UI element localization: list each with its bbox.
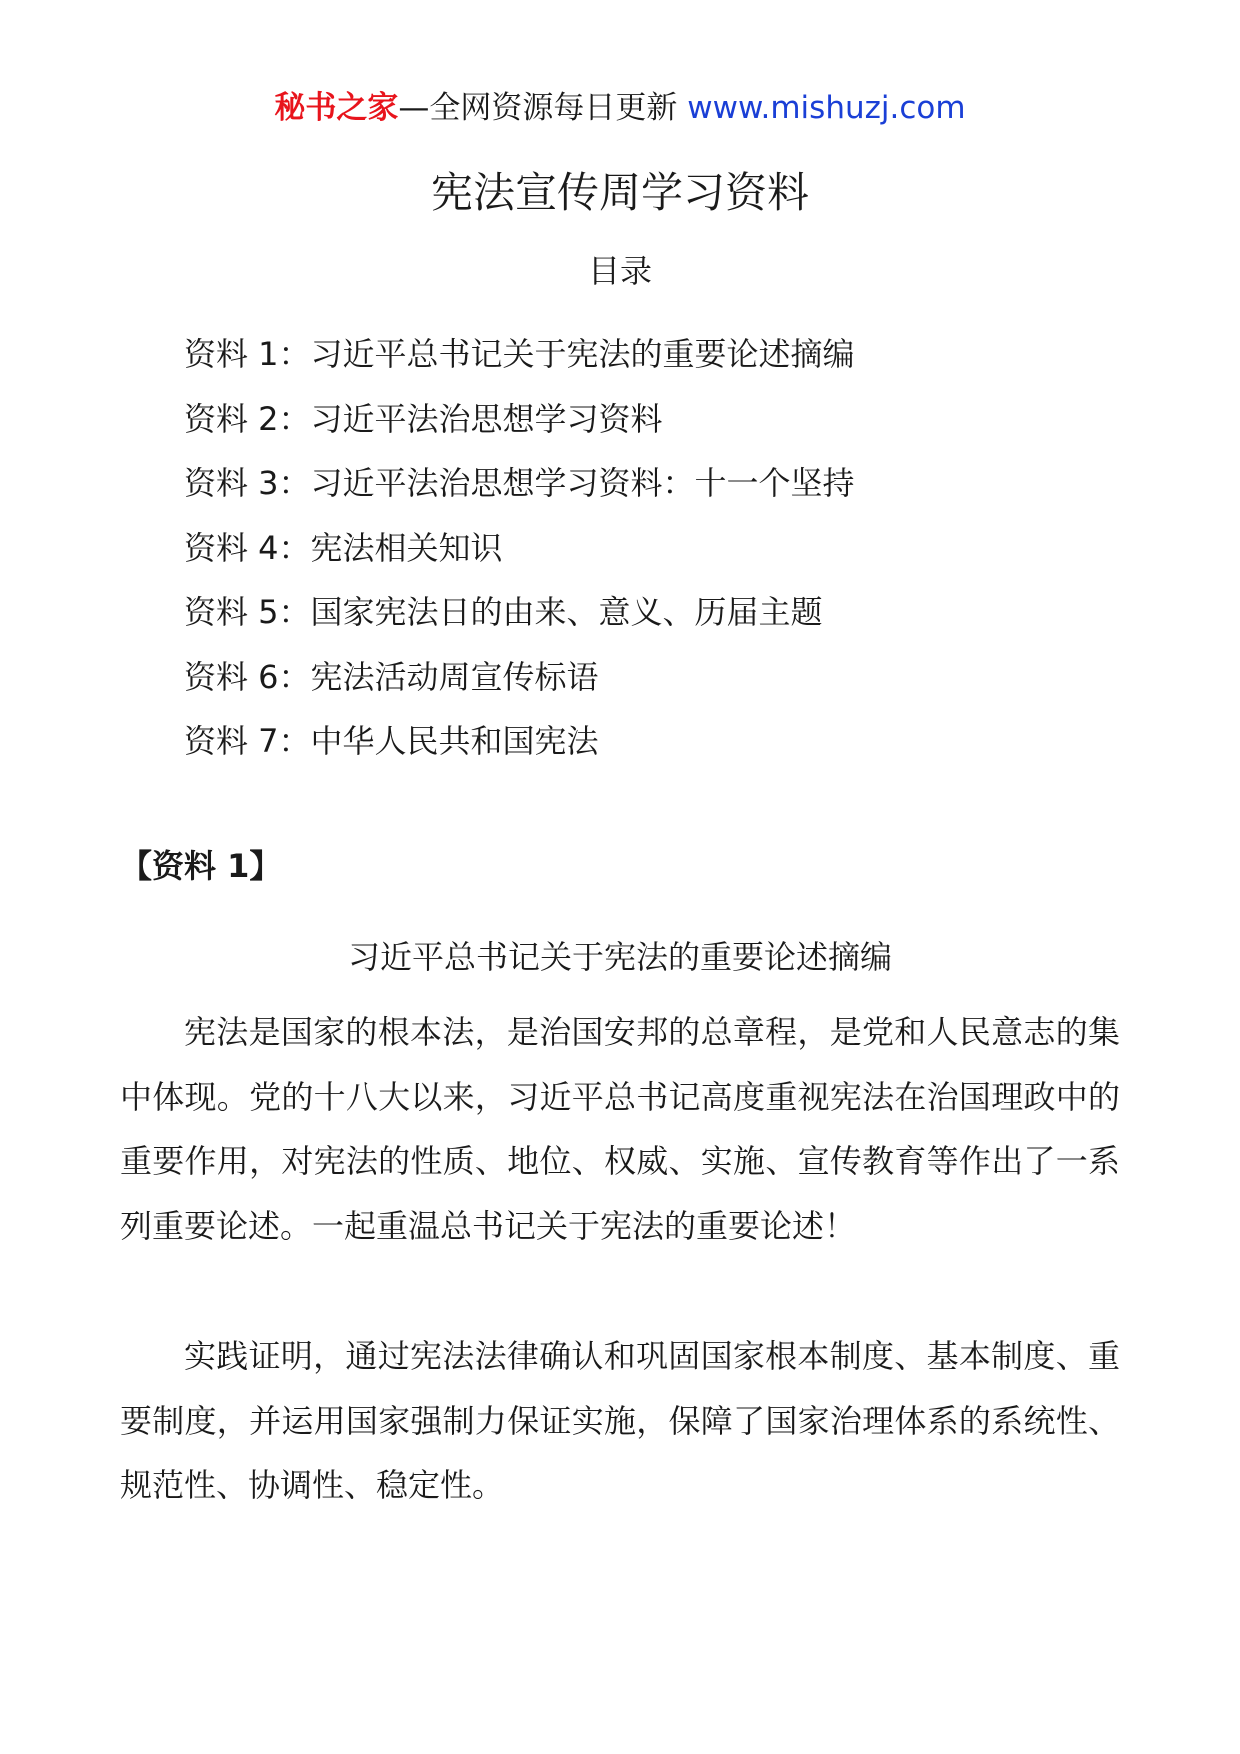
toc-item-6: 资料 6：宪法活动周宣传标语 — [184, 657, 599, 696]
section-title: 习近平总书记关于宪法的重要论述摘编 — [347, 938, 892, 976]
toc-item-5: 资料 5：国家宪法日的由来、意义、历届主题 — [184, 593, 823, 631]
site-url-link[interactable]: www.mishuzj.com — [687, 90, 966, 126]
document-title: 宪法宣传周学习资料 — [430, 168, 809, 217]
table-of-contents — [184, 322, 855, 774]
header-tagline: —全网资源每日更新 — [398, 90, 678, 126]
toc-item-1: 资料 1：习近平总书记关于宪法的重要论述摘编 — [184, 335, 855, 373]
toc-item-3: 资料 3：习近平法治思想学习资料：十一个坚持 — [184, 464, 855, 502]
toc-item-4: 资料 4：宪法相关知识 — [184, 528, 503, 567]
brand-name: 秘书之家 — [274, 90, 399, 126]
section-label: 【资料 1】 — [120, 847, 282, 885]
site-header — [0, 88, 1240, 128]
body-paragraph-2: 实践证明，通过宪法法律确认和巩固国家根本制度、基本制度、重要制度，并运用国家强制力保证实施，保障了国家治理体系的系统性、规范性、协调性、稳定性。 — [120, 1337, 1120, 1504]
body-paragraph-1: 宪法是国家的根本法，是治国安邦的总章程，是党和人民意志的集中体现。党的十八大以来，习近平总书记高度重视宪法在治国理政中的重要作用，对宪法的性质、地位、权威、实施、宣传教育等作出了一系列重要论述。一起重温总书记关于宪法的重要论述！ — [120, 1013, 1120, 1245]
toc-item-2: 资料 2：习近平法治思想学习资料 — [184, 399, 663, 438]
toc-heading: 目录 — [587, 252, 652, 290]
toc-item-7: 资料 7：中华人民共和国宪法 — [184, 722, 599, 760]
